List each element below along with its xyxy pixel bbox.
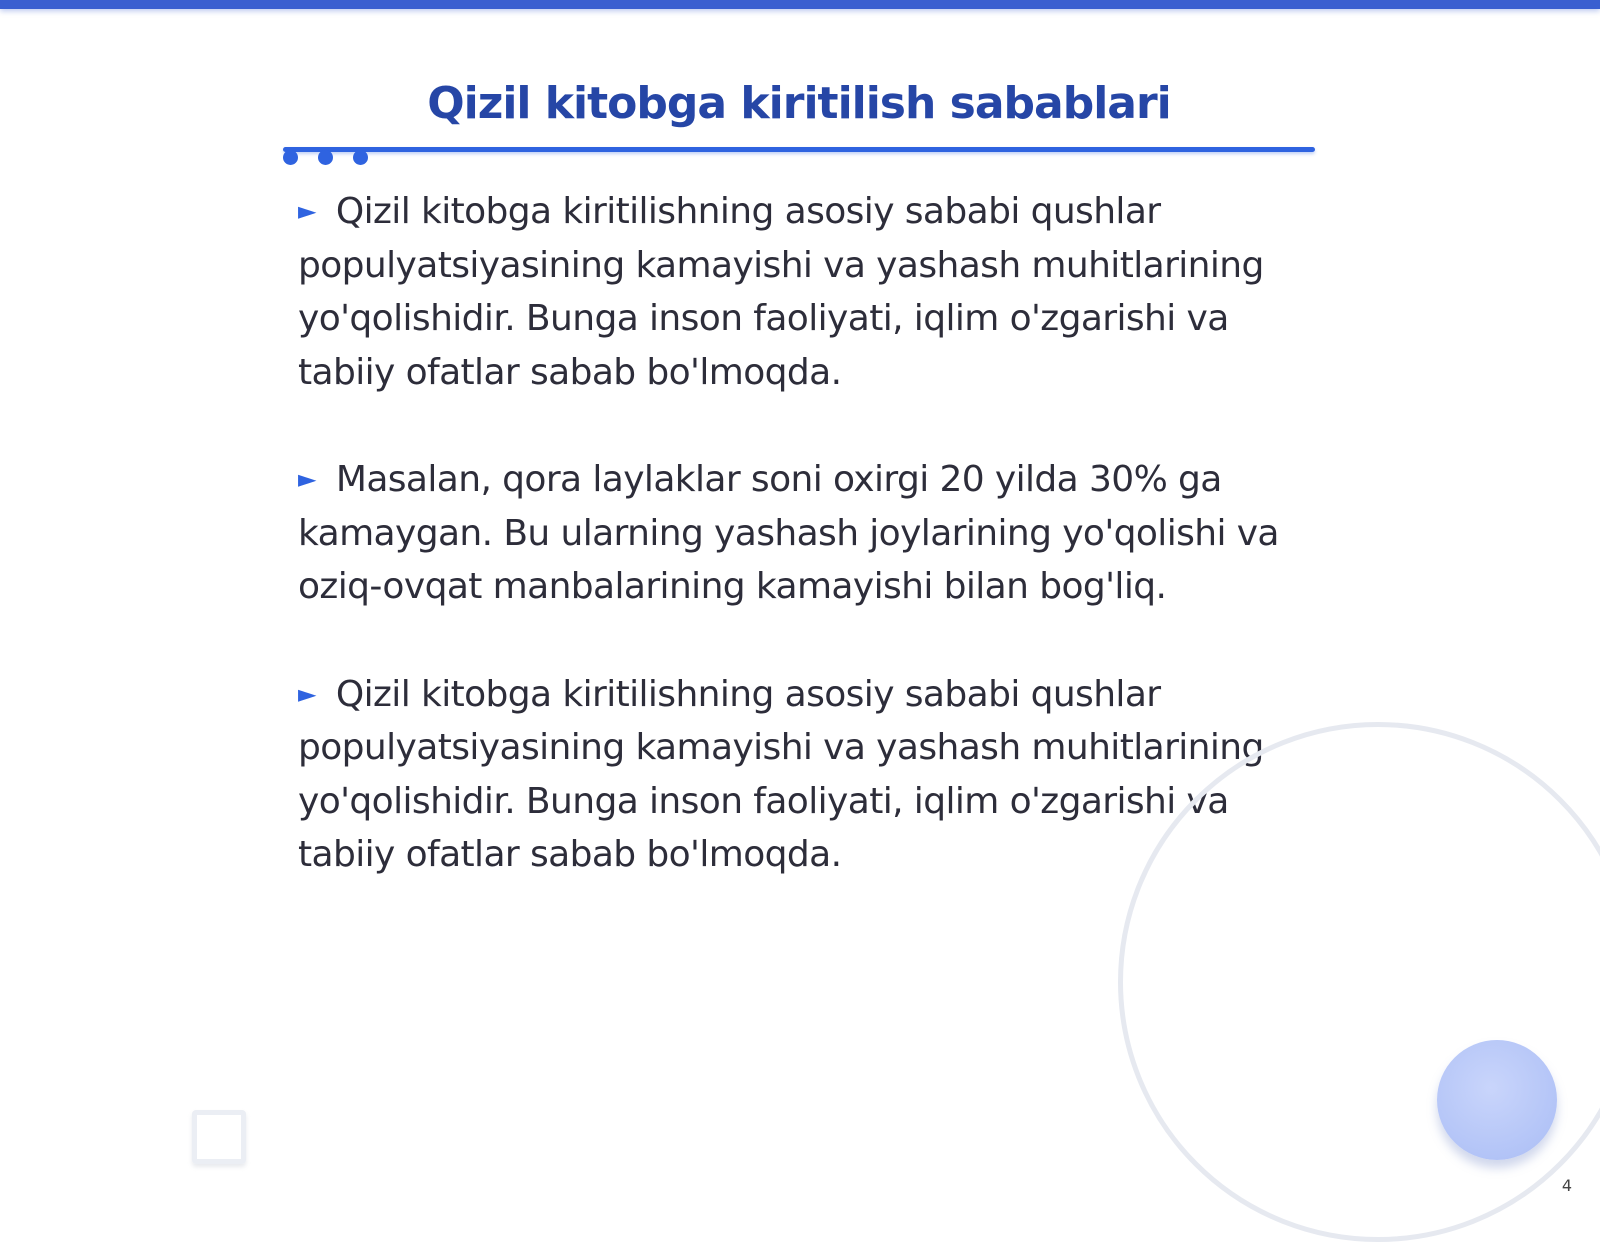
slide-title: Qizil kitobga kiritilish sabablari bbox=[427, 78, 1171, 129]
bullet-item-2 bbox=[298, 453, 1328, 614]
title-underline bbox=[283, 147, 1315, 152]
underline-dot-2 bbox=[318, 150, 333, 165]
bullet-text-1: Qizil kitobga kiritilishning asosiy sababi qushlar populyatsiyasining kamayishi va yashash muhitlarining yo'qolishidir. Bunga inson faoliyati, iqlim o'zgarishi va tabiiy ofatlar sabab bo'lmoqda. bbox=[298, 191, 1264, 393]
bullet-text-3: Qizil kitobga kiritilishning asosiy sababi qushlar populyatsiyasining kamayishi va yashash muhitlarining yo'qolishidir. Bunga inson faoliyati, iqlim o'zgarishi va tabiiy ofatlar sabab bo'lmoqda. bbox=[298, 673, 1264, 875]
top-accent-bar bbox=[0, 0, 1600, 9]
triangle-bullet-icon: ► bbox=[298, 197, 316, 225]
triangle-bullet-icon: ► bbox=[298, 465, 316, 493]
decorative-blue-circle bbox=[1437, 1040, 1557, 1160]
triangle-bullet-icon: ► bbox=[298, 679, 316, 708]
page-number: 4 bbox=[1561, 1176, 1572, 1195]
underline-dot-3 bbox=[353, 150, 368, 165]
decorative-square bbox=[192, 1110, 246, 1164]
bullet-item-1 bbox=[298, 185, 1328, 399]
underline-dot-1 bbox=[283, 150, 298, 165]
bullet-text-2: Masalan, qora laylaklar soni oxirgi 20 yilda 30% ga kamaygan. Bu ularning yashash joylarining yo'qolishi va oziq-ovqat manbalarining kamayishi bilan bog'liq. bbox=[298, 459, 1279, 607]
